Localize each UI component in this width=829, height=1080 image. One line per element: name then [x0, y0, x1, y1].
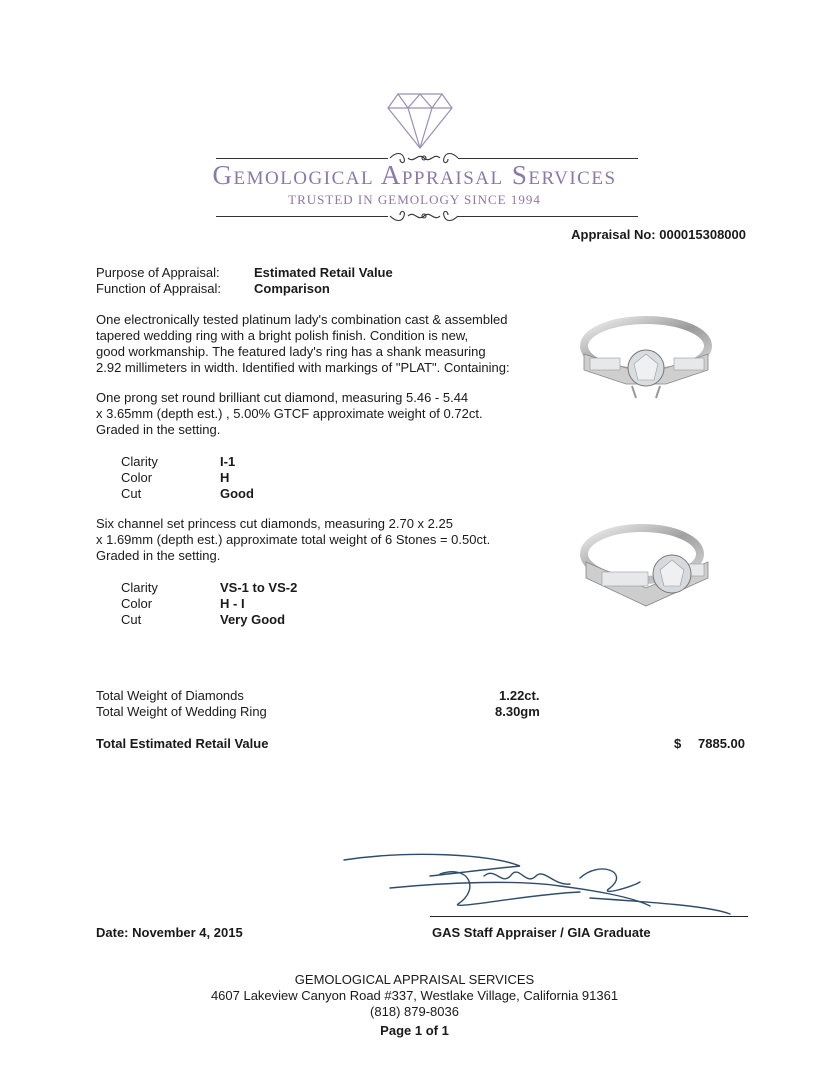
footer-phone: (818) 879-8036: [370, 1004, 459, 1019]
description-line: good workmanship. The featured lady's ring has a shank measuring: [96, 344, 486, 359]
appraisal-number: Appraisal No: 000015308000: [571, 227, 746, 242]
grade-value: H: [220, 470, 230, 485]
ring-description: [96, 312, 556, 376]
grade-label: Color: [121, 470, 153, 485]
appraiser-signature: [330, 846, 750, 926]
header-bottom-rule: [216, 216, 388, 217]
header-bottom-rule: [458, 216, 638, 217]
description-line: One prong set round brilliant cut diamond, measuring 5.46 - 5.44: [96, 390, 469, 405]
total-ring-value: 8.30gm: [495, 704, 540, 719]
description-line: 2.92 millimeters in width. Identified with markings of "PLAT". Containing:: [96, 360, 510, 375]
grade-label: Color: [121, 596, 153, 611]
grade-value: H - I: [220, 596, 245, 611]
signature-line: [430, 916, 748, 917]
footer-address: 4607 Lakeview Canyon Road #337, Westlake Village, California 91361: [210, 988, 619, 1003]
total-retail-label: Total Estimated Retail Value: [96, 736, 269, 751]
grade-label: Cut: [121, 486, 142, 501]
function-value: Comparison: [254, 281, 330, 296]
company-tagline: TRUSTED IN GEMOLOGY SINCE 1994: [288, 192, 541, 207]
ring-photo-side: [576, 518, 716, 618]
header-top-rule: [216, 158, 388, 159]
appraisal-date: Date: November 4, 2015: [96, 925, 243, 940]
total-diamonds-value: 1.22ct.: [499, 688, 540, 703]
description-line: x 3.65mm (depth est.) , 5.00% GTCF approximate weight of 0.72ct.: [96, 406, 483, 421]
description-line: Graded in the setting.: [96, 422, 221, 437]
appraiser-title: GAS Staff Appraiser / GIA Graduate: [432, 925, 651, 940]
footer-company: GEMOLOGICAL APPRAISAL SERVICES: [294, 972, 535, 987]
purpose-value: Estimated Retail Value: [254, 265, 393, 280]
description-line: x 1.69mm (depth est.) approximate total weight of 6 Stones = 0.50ct.: [96, 532, 491, 547]
center-stone-description: [96, 390, 556, 438]
total-ring-label: Total Weight of Wedding Ring: [96, 704, 267, 719]
company-name: Gemological Appraisal Services: [212, 160, 617, 190]
diamond-logo-icon: [386, 92, 454, 150]
purpose-label: Purpose of Appraisal:: [96, 265, 220, 280]
grade-label: Cut: [121, 612, 142, 627]
page-number: Page 1 of 1: [380, 1023, 449, 1038]
grade-value: Good: [220, 486, 254, 501]
grade-label: Clarity: [121, 454, 158, 469]
grade-value: I-1: [220, 454, 236, 469]
description-line: Six channel set princess cut diamonds, measuring 2.70 x 2.25: [96, 516, 453, 531]
total-retail-value: 7885.00: [698, 736, 745, 751]
description-line: tapered wedding ring with a bright polish finish. Condition is new,: [96, 328, 469, 343]
currency-symbol: $: [674, 736, 682, 751]
grade-label: Clarity: [121, 580, 158, 595]
grade-value: Very Good: [220, 612, 286, 627]
description-line: One electronically tested platinum lady's combination cast & assembled: [96, 312, 508, 327]
ring-photo-front: [576, 312, 716, 412]
header-top-rule: [458, 158, 638, 159]
total-diamonds-label: Total Weight of Diamonds: [96, 688, 244, 703]
description-line: Graded in the setting.: [96, 548, 221, 563]
grade-value: VS-1 to VS-2: [220, 580, 298, 595]
side-stones-description: [96, 516, 556, 564]
scroll-ornament-icon: [388, 208, 460, 224]
function-label: Function of Appraisal:: [96, 281, 222, 296]
